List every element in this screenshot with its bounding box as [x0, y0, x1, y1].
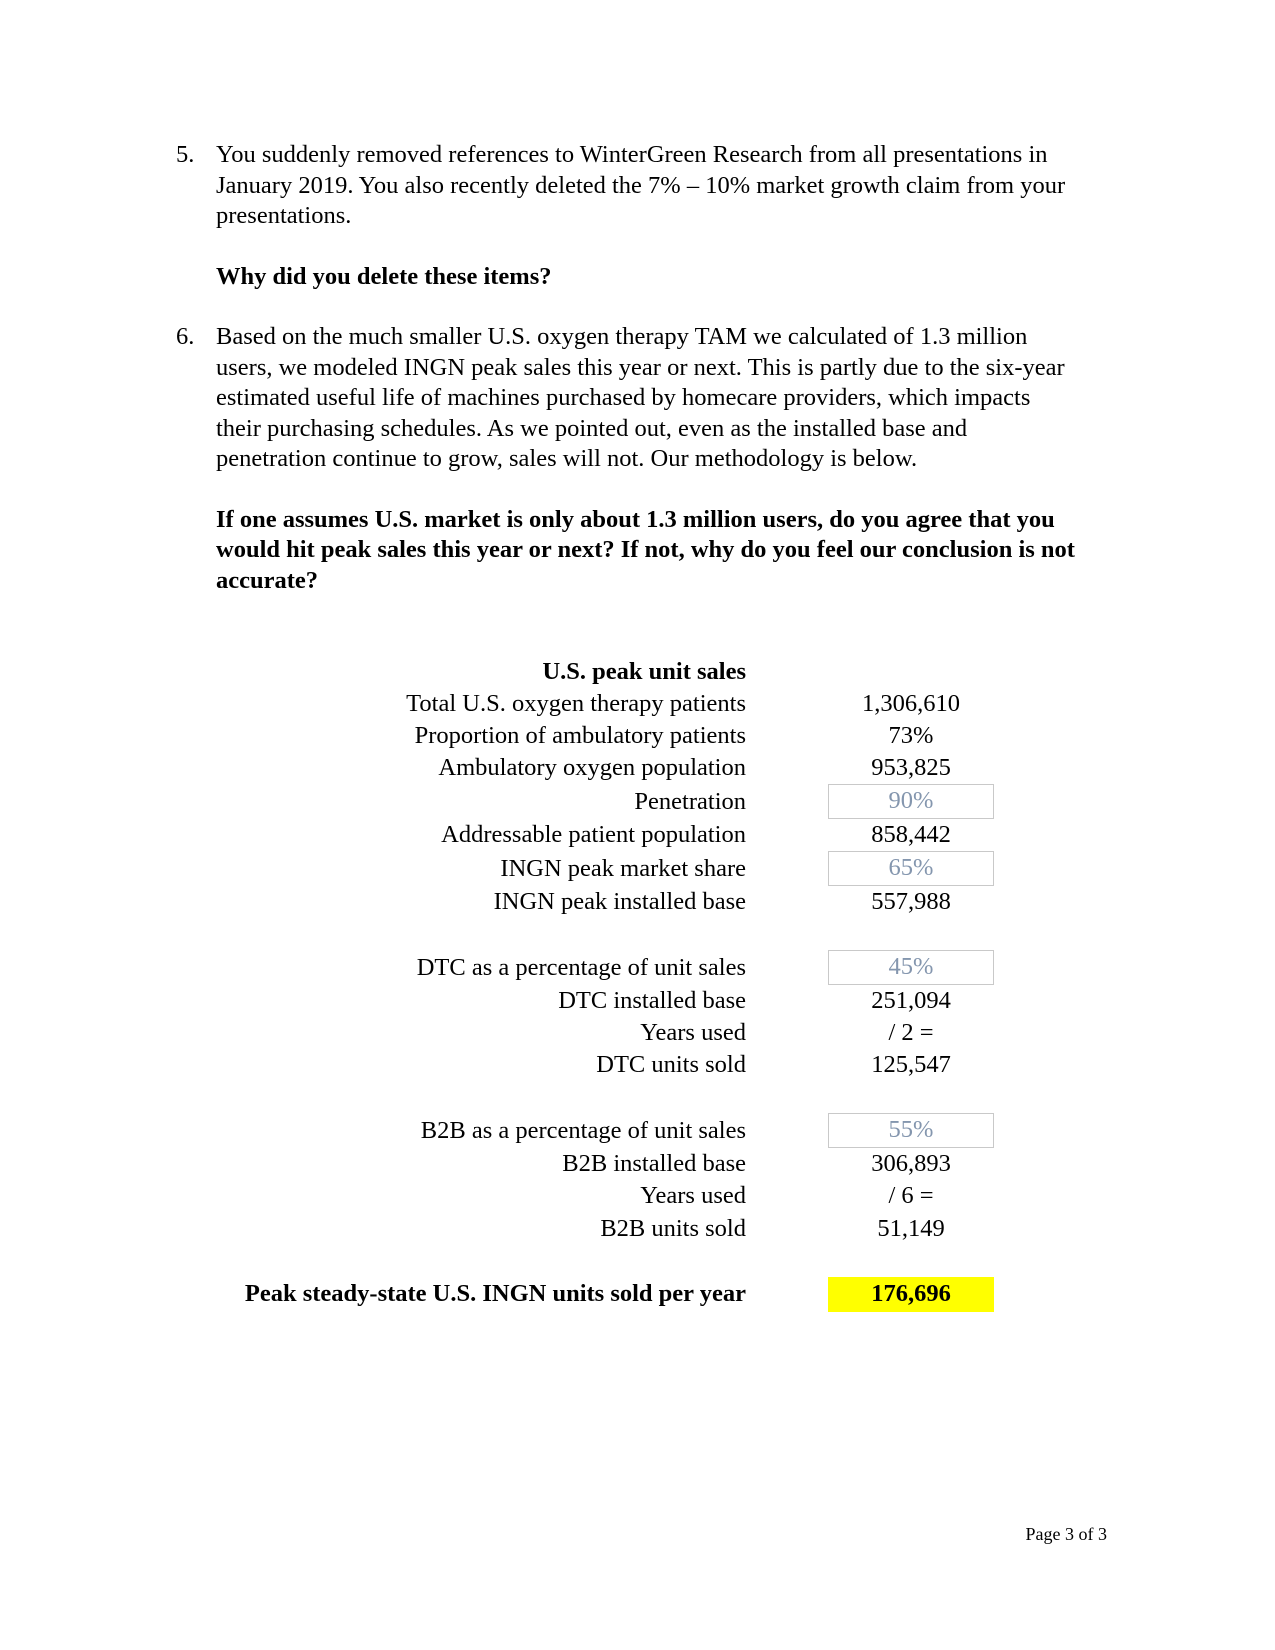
table-row-label: Total U.S. oxygen therapy patients: [406, 690, 746, 718]
table-row-spacer: [176, 1245, 1076, 1277]
table-row-value: 953,825: [871, 754, 951, 782]
table-row-spacer: [176, 1081, 1076, 1113]
table-row-label: INGN peak installed base: [493, 888, 746, 916]
spacer: [176, 475, 1076, 505]
table-row-value-cell: [746, 851, 1076, 886]
table-row: [176, 688, 1076, 720]
table-title-row: [176, 656, 1076, 688]
question-prompt-5: Why did you delete these items?: [216, 262, 552, 290]
table-row: [176, 720, 1076, 752]
table-row-value: 306,893: [871, 1150, 951, 1178]
table-row-label: Years used: [640, 1019, 746, 1047]
table-row-value: / 2 =: [888, 1019, 934, 1047]
table-row-label: B2B units sold: [600, 1214, 746, 1242]
question-body-6: [216, 322, 1076, 475]
table-row-value: 557,988: [871, 888, 951, 916]
table-row-spacer: [176, 918, 1076, 950]
table-row-label: Penetration: [634, 787, 746, 815]
table-row: [176, 1049, 1076, 1081]
table-row-value-cell: [746, 784, 1076, 819]
table-row-spacer-label: [176, 918, 746, 950]
table-row-value: 51,149: [877, 1214, 945, 1242]
table-row-label: INGN peak market share: [500, 854, 746, 882]
assumption-input-box[interactable]: 55%: [828, 1113, 994, 1148]
assumption-input-box[interactable]: 90%: [828, 784, 994, 819]
table-row-label: Years used: [640, 1182, 746, 1210]
table-row: [176, 1213, 1076, 1245]
highlighted-total-value: 176,696: [828, 1277, 994, 1312]
page-footer: Page 3 of 3: [1025, 1524, 1107, 1544]
table-row-spacer-value: [746, 1081, 1076, 1113]
table-row-value-cell: [746, 1277, 1076, 1312]
question-number-6: 6.: [176, 323, 195, 350]
table-row: [176, 752, 1076, 784]
table-row: [176, 950, 1076, 985]
table-row: [176, 1148, 1076, 1180]
table-row-label: B2B installed base: [562, 1150, 746, 1178]
table-row-label: DTC installed base: [558, 987, 746, 1015]
table-row-value: 858,442: [871, 821, 951, 849]
table-row-value: 125,547: [871, 1051, 951, 1079]
table-row: [176, 784, 1076, 819]
table-row-spacer-label: [176, 1081, 746, 1113]
table-row: [176, 851, 1076, 886]
table-row: [176, 985, 1076, 1017]
table-row-label: Peak steady-state U.S. INGN units sold per year: [244, 1280, 746, 1308]
question-item-6: [176, 322, 1076, 475]
table-row: [176, 1180, 1076, 1212]
table-row-spacer-label: [176, 1245, 746, 1277]
table-row: [176, 1017, 1076, 1049]
table-row: [176, 819, 1076, 851]
document-body: [176, 140, 1076, 1312]
question-prompt-6: If one assumes U.S. market is only about 1.3 million users, do you agree that you would hit peak sales this year or next? If not, why do you feel our conclusion is not accurate?: [216, 505, 1075, 594]
table-row-value: 1,306,610: [862, 690, 960, 718]
question-item-5: [176, 140, 1076, 232]
table-row-label: Addressable patient population: [441, 821, 746, 849]
table-row-label: B2B as a percentage of unit sales: [420, 1116, 746, 1144]
table-row-label: Ambulatory oxygen population: [438, 754, 746, 782]
question-number-5: 5.: [176, 141, 195, 168]
table-row: [176, 886, 1076, 918]
question-text-6: Based on the much smaller U.S. oxygen therapy TAM we calculated of 1.3 million users, we modeled INGN peak sales this year or next. This is partly due to the six-year estimated useful life of machines purchased by homecare providers, which impacts their purchasing schedules. As we pointed out, even as the installed base and penetration continue to grow, sales will not. Our methodology is below.: [216, 323, 1065, 472]
assumption-input-box[interactable]: 45%: [828, 950, 994, 985]
spacer: [176, 232, 1076, 262]
table-row-value-cell: [746, 1113, 1076, 1148]
spacer: [176, 292, 1076, 322]
table-row-spacer-value: [746, 918, 1076, 950]
question-text-5: You suddenly removed references to WinterGreen Research from all presentations in January 2019. You also recently deleted the 7% – 10% market growth claim from your presentations.: [216, 141, 1066, 229]
table-row-value: 251,094: [871, 987, 951, 1015]
table-title: U.S. peak unit sales: [542, 658, 746, 685]
table-row-value: 73%: [888, 722, 934, 750]
table-title-value: [746, 656, 1076, 688]
table-row: [176, 1277, 1076, 1312]
table-row-label: DTC units sold: [596, 1051, 746, 1079]
assumption-input-box[interactable]: 65%: [828, 851, 994, 886]
table-row-spacer-value: [746, 1245, 1076, 1277]
question-body-5: [216, 140, 1076, 232]
peak-unit-sales-table: [176, 656, 1076, 1312]
table-row-label: Proportion of ambulatory patients: [414, 722, 746, 750]
table-row-value: / 6 =: [888, 1182, 934, 1210]
table-row-label: DTC as a percentage of unit sales: [416, 953, 746, 981]
peak-unit-sales-table-body: [176, 656, 1076, 1312]
table-row-value-cell: [746, 950, 1076, 985]
table-row: [176, 1113, 1076, 1148]
